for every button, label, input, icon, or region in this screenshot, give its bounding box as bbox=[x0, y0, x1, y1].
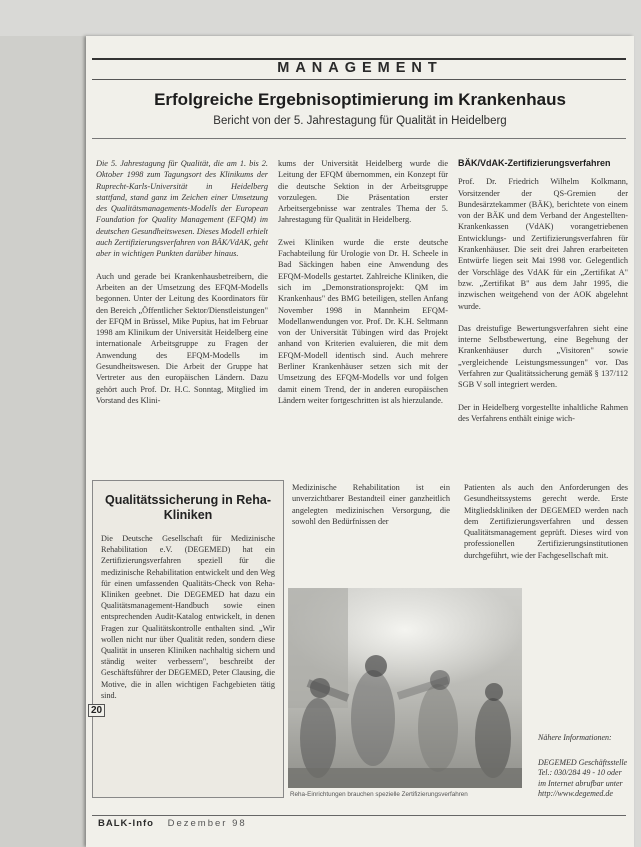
middle-column-top bbox=[292, 482, 450, 586]
article-subtitle: Bericht von der 5. Jahrestagung für Qualität in Heidelberg bbox=[213, 115, 507, 127]
column-3 bbox=[458, 158, 628, 476]
kicker-rule bbox=[92, 79, 626, 80]
column-1 bbox=[96, 158, 268, 476]
box-title: Qualitätssicherung in Reha-Kliniken bbox=[104, 493, 271, 522]
photo-image bbox=[288, 588, 522, 788]
body-paragraph: Zwei Kliniken wurde die erste deutsche Fachabteilung für Urologie von Dr. H. Scheele in Bad Säckingen haben eine Anwendung des EFQM-Modells gestartet. Zahlreiche Kliniken, die sich im „Demonstrationsprojekt: QM im Krankenhaus" des BMG beteiligen, stellen Anfang November 1998 in Mannheim EFQM-Modellanwendungen vor. Prof. Dr. K.H. Seltmann von der Universität Tübingen wird das Projekt anhand von Kriterien evaluieren, die mit dem EFQM-Modell identisch sind. Auch mehrere Berliner Krankenhäuser setzen sich mit der Umsetzung des EFQM-Modells vor und folgen damit einem Trend, der in anderen europäischen Ländern weiter fortgeschritten ist als hierzulande. bbox=[278, 237, 448, 405]
body-paragraph: Der in Heidelberg vorgestellte inhaltliche Rahmen des Verfahrens enthält einige wich- bbox=[458, 402, 628, 423]
body-paragraph: Patienten als auch den Anforderungen des Gesundheitssystems gerecht werde. Erste Mitgliedskliniken der DEGEMED werden nach dem Zertifizierungsverfahren und dessen Qualitätsmanagement geprüft. Dieses wird von professionellen Zertifizierungsinstitutionen durchgeführt, wie der Fachgesellschaft mit. bbox=[464, 483, 628, 560]
footer-brand: BALK-Info bbox=[98, 818, 154, 829]
page-footer bbox=[98, 818, 247, 829]
body-paragraph: Prof. Dr. Friedrich Wilhelm Kolkmann, Vorsitzender der QS-Gremien der Bundesärztekammer (BÄK), berichtete von einem von der BÄK und dem Verband der Angestellten-Krankenkassen (VdAK) vorangetriebenen Entwicklungs- und Zertifizierungsverfahren für Krankenhäuser. Die seit drei Jahren erarbeiteten Entwürfe liegen seit Mai 1998 vor. Gelegentlich der Vorschläge des VdAK für ein „Zertifikat A" bzw. „Zertifikat B" aus dem Jahr 1995, die inzwischen weitgehend von der AOK abgelehnt wurde. bbox=[458, 177, 628, 311]
body-paragraph: Auch und gerade bei Krankenhausbetreibern, die Arbeiten an der Umsetzung des EFQM-Modells begonnen. Unter der Leitung des Koordinators für den Bereich „Öffentlicher Sektor/Dienstleistungen" der EFQM in Brüssel, Mike Pupius, hat im Februar 1998 am Klinikum der Universität Heidelberg eine internationale Arbeitsgruppe zu Fragen der Anwendung des EFQM-Modells im Gesundheitswesen. Die Arbeit der Gruppe hat Vertreter aus den europäischen Ländern. Dazu gehört auch Prof. Dr. H.C. Sonntag, Mitglied im Vorstand des Klini- bbox=[96, 271, 268, 405]
contact-text: DEGEMED Geschäftsstelle Tel.: 030/284 49 - 10 oder im Internet abrufbar unter http://www.degemed.de bbox=[538, 757, 628, 798]
reha-photo bbox=[288, 588, 522, 788]
left-binding-margin bbox=[0, 36, 86, 847]
magazine-page bbox=[86, 36, 634, 847]
photo-caption: Reha-Einrichtungen brauchen spezielle Zertifizierungsverfahren bbox=[290, 791, 468, 798]
page-number: 20 bbox=[88, 704, 105, 717]
column-2 bbox=[278, 158, 448, 476]
body-paragraph: Das dreistufige Bewertungsverfahren sieht eine interne Selbstbewertung, eine Begehung der Krankenhäuser durch „Visitoren" sowie „vergleichende Leistungsmessungen" vor. Das Verfahren zur Qualitätssicherung gemäß § 137/112 SGB V soll integriert werden. bbox=[458, 323, 628, 390]
sidebar-box bbox=[92, 480, 284, 798]
subheading: BÄK/VdAK-Zertifizierungsverfahren bbox=[458, 158, 611, 168]
contact-label: Nähere Informationen: bbox=[538, 733, 612, 742]
body-paragraph: kums der Universität Heidelberg wurde die Leitung der EFQM übernommen, ein Konzept für die deutsche Sektion in der Arbeitsgruppe vorzulegen. Die Präsentation erster Arbeitsergebnisse war zentrales Thema der 5. Jahrestagung für Qualität in Heidelberg. bbox=[278, 159, 448, 225]
subtitle-rule bbox=[92, 138, 626, 139]
contact-note bbox=[538, 733, 628, 800]
lead-paragraph: Die 5. Jahrestagung für Qualität, die am 1. bis 2. Oktober 1998 zum Tagungsort des Klinikums der Ruprecht-Karls-Universität in Heidelberg stattfand, stand ganz im Zeichen einer Umsetzung des Qualitätsmanagements-Modells der European Foundation for Quality Management (EFQM) im deutschen Gesundheitswesen. Dieses Modell erhielt auch Zertifizierungsverfahren von BÄK/VdAK, geht aber in wichtigen Punkten darüber hinaus. bbox=[96, 159, 268, 259]
box-text: Die Deutsche Gesellschaft für Medizinische Rehabilitation e.V. (DEGEMED) hat ein Zertifizierungsverfahren speziell für die medizinische Rehabilitation entwickelt und den Weg für einen umfassenden Qualitäts-Check von Reha-Kliniken geebnet. Die DEGEMED hat dazu ein Qualitätsmanagement-Handbuch sowie einen entsprechenden Audit-Katalog entwickelt, in denen Fragen zur Qualitätskontrolle enthalten sind. „Wir wollen nicht nur über Qualität reden, sondern diese Qualität in unseren Kliniken nachhaltig sichern und ständig weiter verbessern", beschreibt der Geschäftsführer der DEGEMED, Peter Clausing, die Motive, die in allen wichtigen Fachgebieten tätig sind. bbox=[101, 534, 275, 700]
footer-issue: Dezember 98 bbox=[167, 818, 247, 829]
article-title: Erfolgreiche Ergebnisoptimierung im Krankenhaus bbox=[154, 90, 566, 109]
right-column-top bbox=[464, 482, 628, 594]
body-paragraph: Medizinische Rehabilitation ist ein unverzichtbarer Bestandteil einer ganzheitlich angelegten medizinischen Versorgung, die sowohl den Bedürfnissen der bbox=[292, 483, 450, 526]
footer-rule bbox=[92, 815, 626, 816]
section-kicker: MANAGEMENT bbox=[277, 60, 443, 76]
